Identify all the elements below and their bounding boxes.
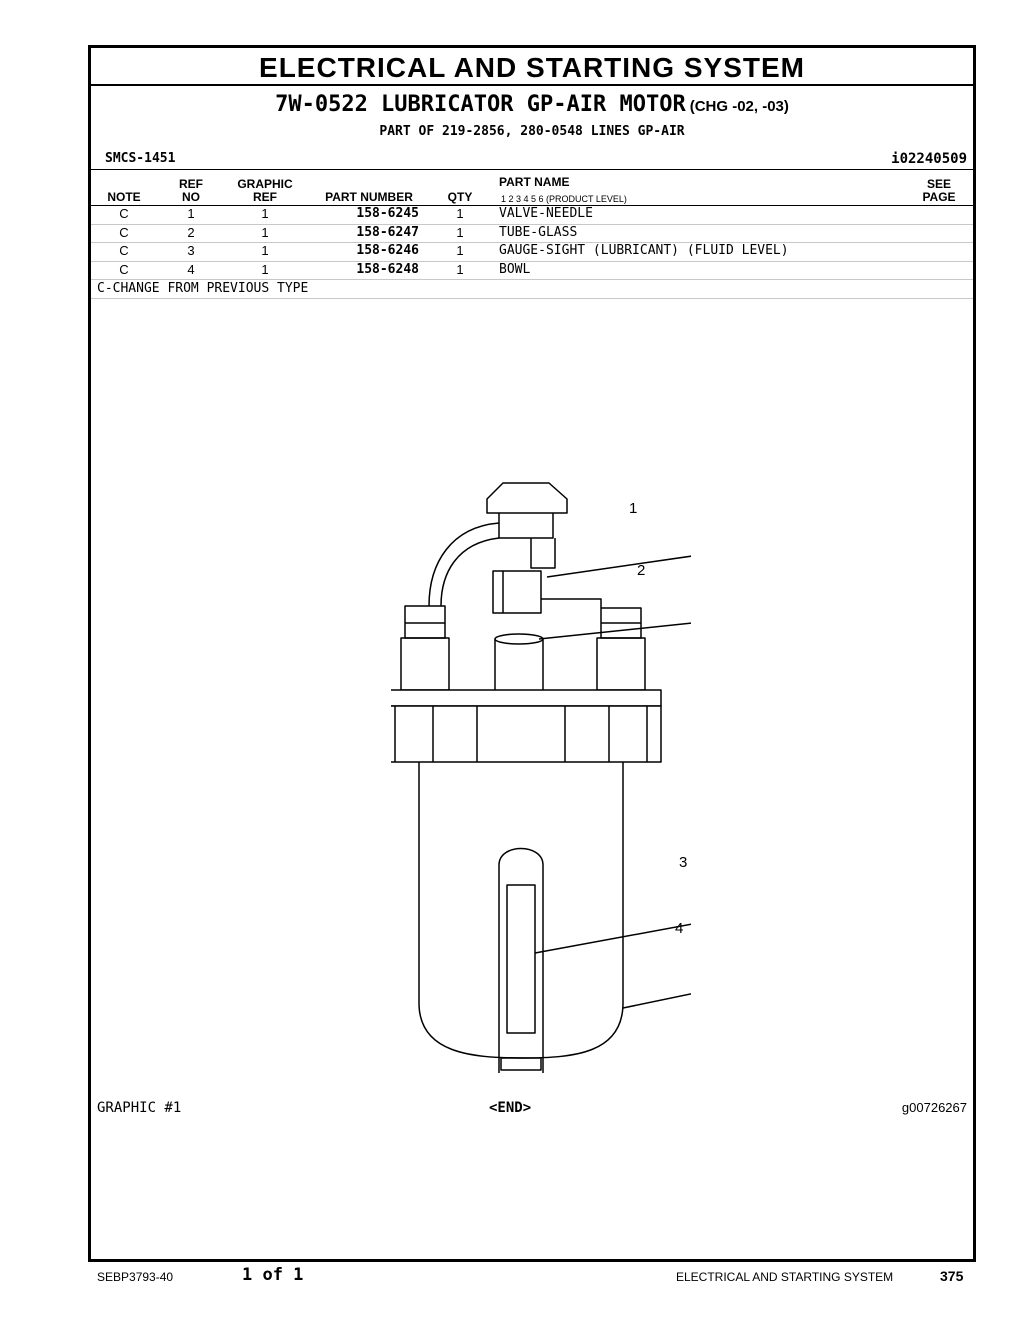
col-qty: QTY xyxy=(447,190,473,204)
col-see-page-top: SEE xyxy=(926,177,951,191)
table-row xyxy=(91,262,973,280)
col-part-name: PART NAME xyxy=(499,175,570,189)
cell-graphic-ref: 1 xyxy=(261,262,269,277)
cell-qty: 1 xyxy=(456,262,464,277)
callout-1: 1 xyxy=(629,500,638,517)
cell-graphic-ref: 1 xyxy=(261,206,269,221)
end-marker: <END> xyxy=(489,1100,532,1116)
leader-4 xyxy=(623,981,691,1008)
footnote-divider xyxy=(91,298,973,299)
cell-note: C xyxy=(119,206,129,221)
valve-stem xyxy=(499,513,553,538)
col-ref-no-top: REF xyxy=(179,177,203,191)
change-note: (CHG -02, -03) xyxy=(689,98,789,115)
col-note: NOTE xyxy=(107,190,141,204)
cell-ref-no: 1 xyxy=(187,206,195,221)
curved-tube-inner xyxy=(441,538,499,606)
curved-tube-outer xyxy=(429,523,499,606)
callout-2: 2 xyxy=(637,562,646,579)
cell-qty: 1 xyxy=(456,225,464,240)
cell-part-name: BOWL xyxy=(499,262,531,277)
cell-note: C xyxy=(119,225,129,240)
part-of-line: PART OF 219-2856, 280-0548 LINES GP-AIR xyxy=(379,124,685,139)
left-port xyxy=(405,606,445,638)
left-port-base xyxy=(401,638,449,690)
lubricator-illustration xyxy=(391,463,691,1073)
col-product-levels: 1 2 3 4 5 6 (PRODUCT LEVEL) xyxy=(501,194,627,204)
cell-part-number: 158-6248 xyxy=(356,262,419,277)
footer-section: ELECTRICAL AND STARTING SYSTEM xyxy=(676,1270,894,1284)
cell-ref-no: 4 xyxy=(187,262,195,277)
change-footnote: C-CHANGE FROM PREVIOUS TYPE xyxy=(97,281,309,296)
valve-cap-shape xyxy=(487,483,567,513)
col-ref-no-bottom: NO xyxy=(182,190,200,204)
table-row xyxy=(91,206,973,224)
right-port-base xyxy=(597,638,645,690)
cell-qty: 1 xyxy=(456,243,464,258)
cell-note: C xyxy=(119,262,129,277)
cell-part-number: 158-6245 xyxy=(356,206,419,221)
cell-ref-no: 3 xyxy=(187,243,195,258)
head-block xyxy=(391,706,661,762)
leader-1 xyxy=(547,553,691,577)
group-number-name: 7W-0522 LUBRICATOR GP-AIR MOTOR xyxy=(275,92,686,117)
cell-note: C xyxy=(119,243,129,258)
center-cylinder-body xyxy=(495,639,543,690)
callout-3: 3 xyxy=(679,854,688,871)
page-frame xyxy=(88,45,976,1262)
col-graphic-ref-top: GRAPHIC xyxy=(237,177,293,191)
cell-part-name: VALVE-NEEDLE xyxy=(499,206,593,221)
footer-page-number: 375 xyxy=(940,1268,964,1284)
footer-page-of: 1 of 1 xyxy=(242,1265,304,1285)
illustration-id: i02240509 xyxy=(891,151,967,167)
col-see-page-bottom: PAGE xyxy=(922,190,956,204)
cell-qty: 1 xyxy=(456,206,464,221)
table-row xyxy=(91,225,973,243)
cell-part-number: 158-6246 xyxy=(356,243,419,258)
col-part-number: PART NUMBER xyxy=(325,190,413,204)
col-graphic-ref-bottom: REF xyxy=(253,190,277,204)
smcs-code: SMCS-1451 xyxy=(105,151,176,166)
table-top-rule xyxy=(91,169,973,170)
footer-doc-number: SEBP3793-40 xyxy=(97,1270,174,1284)
head-flange xyxy=(391,690,661,706)
group-title xyxy=(91,92,973,117)
section-title: ELECTRICAL AND STARTING SYSTEM xyxy=(91,48,973,86)
bowl-shape xyxy=(419,762,623,1058)
row-divider xyxy=(91,279,973,280)
graphic-id: g00726267 xyxy=(901,1100,967,1115)
center-cylinder-top xyxy=(495,634,543,644)
cell-part-number: 158-6247 xyxy=(356,225,419,240)
callout-4: 4 xyxy=(675,920,684,937)
cell-ref-no: 2 xyxy=(187,225,195,240)
cell-part-name: GAUGE-SIGHT (LUBRICANT) (FLUID LEVEL) xyxy=(499,243,789,258)
cell-graphic-ref: 1 xyxy=(261,225,269,240)
tube-glass-shape xyxy=(493,571,541,613)
graphic-label: GRAPHIC #1 xyxy=(97,1100,182,1116)
sight-gauge-outline xyxy=(499,849,543,1074)
bowl-drain xyxy=(501,1058,541,1070)
connector-line xyxy=(541,599,601,608)
sight-gauge-window xyxy=(507,885,535,1033)
cell-part-name: TUBE-GLASS xyxy=(499,225,578,240)
valve-body xyxy=(531,538,555,568)
table-row xyxy=(91,243,973,261)
leader-3 xyxy=(535,911,691,953)
cell-graphic-ref: 1 xyxy=(261,243,269,258)
